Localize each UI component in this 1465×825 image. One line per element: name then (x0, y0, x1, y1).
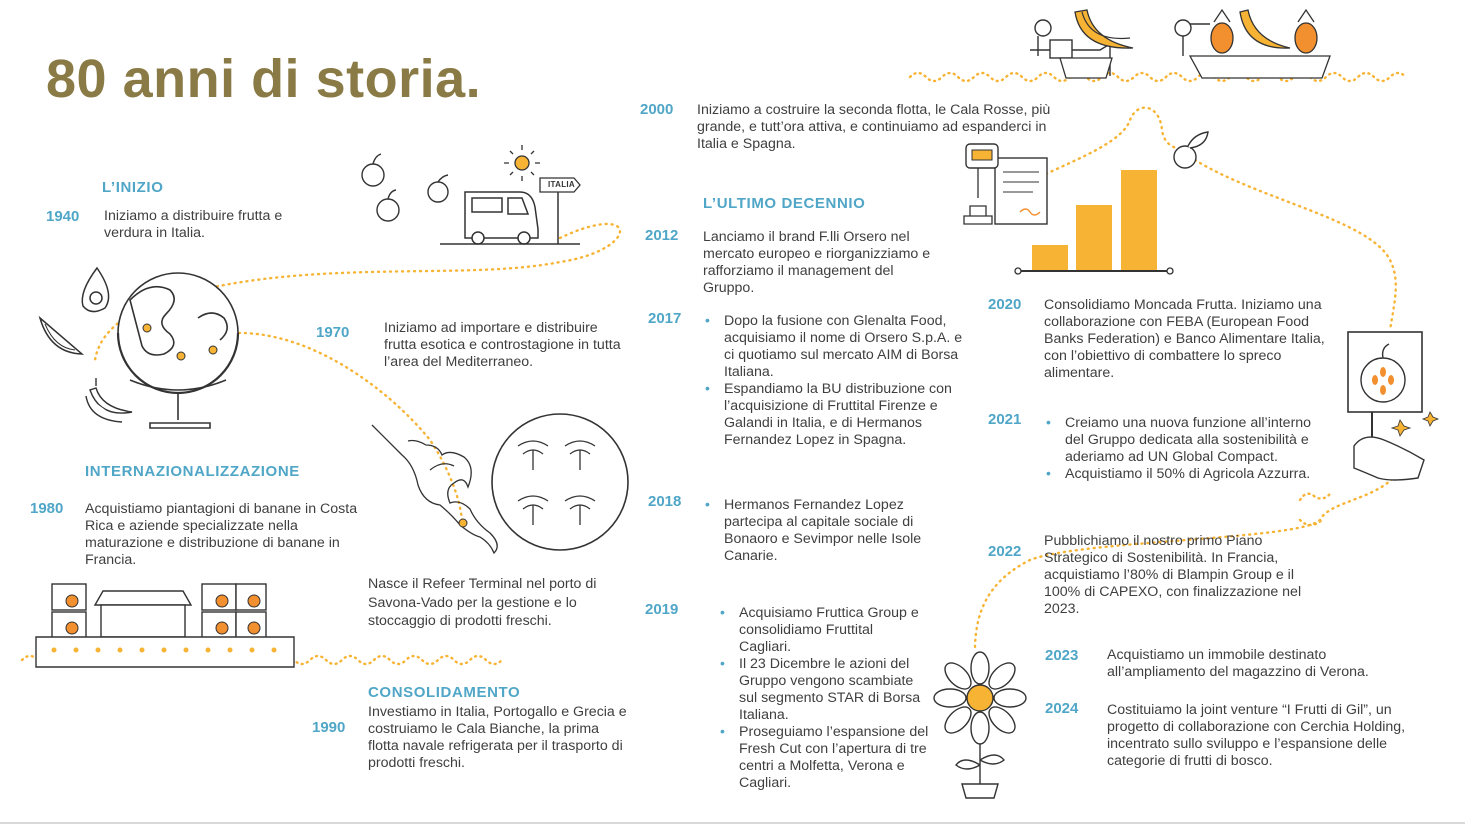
list-2019 (719, 605, 929, 792)
apple-icon (1174, 132, 1208, 168)
section-internazionalizzazione: INTERNAZIONALIZZAZIONE (85, 463, 300, 480)
sun-icon (504, 145, 540, 181)
road-sign-label: ITALIA (548, 180, 575, 189)
text-1940: Iniziamo a distribuire frutta e verdura in Italia. (104, 208, 283, 241)
text-1970: Iniziamo ad importare e distribuire frutta esotica e controstagione in tutta l’area del Mediterraneo. (384, 320, 621, 370)
page-title: 80 anni di storia. (46, 49, 482, 109)
truck-icon (440, 192, 580, 244)
text-refeer-terminal: Nasce il Refeer Terminal nel porto di Savona-Vado per la gestione e lo stoccaggio di prodotti freschi. (368, 576, 597, 629)
list-2021 (1045, 415, 1325, 483)
fruits-icon (362, 154, 448, 221)
globe-icon (118, 273, 238, 428)
avocado-icon (82, 268, 108, 312)
year-2023: 2023 (1045, 647, 1079, 664)
ripening-rooms-icon (36, 584, 294, 667)
banana-icon (86, 378, 132, 422)
text-2022: Pubblichiamo il nostro primo Piano Strategico di Sostenibilità. In Francia, acquistiamo l’80% di Blampin Group e il 100% di CAPEXO, con finalizzazione nel 2023. (1044, 533, 1302, 617)
map-marker (459, 519, 467, 527)
flower-icon (934, 652, 1026, 798)
text-1990: Investiamo in Italia, Portogallo e Grecia e costruiamo le Cala Bianche, la prima flotta navale refrigerata per il trasporto di prodotti freschi. (368, 704, 627, 771)
list-item: • Dopo la fusione con Glenalta Food, acquisiamo il nome di Orsero S.p.A. e ci quotiamo sul mercato AIM di Borsa Italiana. (724, 313, 964, 381)
year-2018: 2018 (648, 493, 682, 510)
year-2021: 2021 (988, 411, 1022, 428)
apple-sign-icon (1348, 332, 1438, 480)
scales-pineapple-icon (1175, 10, 1330, 78)
list-item: • Il 23 Dicembre le azioni del Gruppo vengono scambiate sul segmento STAR di Borsa Italiana. (739, 656, 929, 724)
year-2012: 2012 (645, 227, 679, 244)
year-2019: 2019 (645, 601, 679, 618)
scales-banana-icon (1030, 10, 1133, 78)
year-1980: 1980 (30, 500, 64, 517)
list-2017 (704, 313, 964, 449)
text-2012: Lanciamo il brand F.lli Orsero nel mercato europeo e riorganizziamo e rafforziamo il management del Gruppo. (703, 229, 931, 296)
watermelon-icon (40, 318, 82, 354)
bar-chart-bar-3 (1121, 170, 1157, 271)
year-2024: 2024 (1045, 700, 1079, 717)
text-2023: Acquistiamo un immobile destinato all’ampliamento del magazzino di Verona. (1107, 647, 1369, 680)
year-2000: 2000 (640, 101, 674, 118)
text-2020: Consolidiamo Moncada Frutta. Iniziamo una collaborazione con FEBA (European Food Banks Federation) e Banco Alimentare Italia, con l’obiettivo di combattere lo spreco alimentare. (1044, 297, 1325, 381)
section-ultimo-decennio: L’ULTIMO DECENNIO (703, 195, 866, 212)
list-item: • Acquisiamo Fruttica Group e consolidiamo Fruttital Cagliari. (739, 605, 929, 656)
list-item: • Proseguiamo l’espansione del Fresh Cut con l’apertura di tre centri a Molfetta, Verona e Cagliari. (739, 724, 929, 792)
bottom-divider (0, 822, 1465, 824)
list-item: • Creiamo una nuova funzione all’interno del Gruppo dedicata alla sostenibilità e aderiamo ad UN Global Compact. (1065, 415, 1325, 466)
bar-chart-bar-1 (1032, 245, 1068, 271)
year-1970: 1970 (316, 324, 350, 341)
text-2000: Iniziamo a costruire la seconda flotta, le Cala Rosse, più grande, e tutt’ora attiva, e continuiamo ad espanderci in Italia e Spagna. (697, 102, 1051, 152)
text-1980: Acquistiamo piantagioni di banane in Costa Rica e aziende specializzate nella maturazione e distribuzione di banane in Francia. (85, 501, 358, 568)
year-1940: 1940 (46, 208, 80, 225)
section-consolidamento: CONSOLIDAMENTO (368, 684, 521, 701)
text-2024: Costituiamo la joint venture “I Frutti di Gil”, un progetto di collaborazione con Cerchia Holding, incentrato sullo sviluppo e l’espansione delle categorie di frutti di bosco. (1107, 702, 1406, 769)
section-inizio: L’INIZIO (102, 179, 164, 196)
year-2020: 2020 (988, 296, 1022, 313)
year-2022: 2022 (988, 543, 1022, 560)
list-2018 (704, 497, 964, 565)
year-1990: 1990 (312, 719, 346, 736)
banana-plantation-icon (492, 414, 628, 550)
certificate-icon (964, 144, 1047, 224)
list-item: • Hermanos Fernandez Lopez partecipa al capitale sociale di Bonaoro e Sevimpor nelle Isole Canarie. (724, 497, 964, 565)
list-item: • Espandiamo la BU distribuzione con l’acquisizione di Fruttital Firenze e Galandi in Italia, e di Hermanos Fernandez Lopez in Spagna. (724, 381, 964, 449)
list-item: • Acquistiamo il 50% di Agricola Azzurra. (1065, 466, 1325, 483)
bar-chart-bar-2 (1076, 205, 1112, 271)
map-central-america-icon (372, 425, 497, 553)
year-2017: 2017 (648, 310, 682, 327)
